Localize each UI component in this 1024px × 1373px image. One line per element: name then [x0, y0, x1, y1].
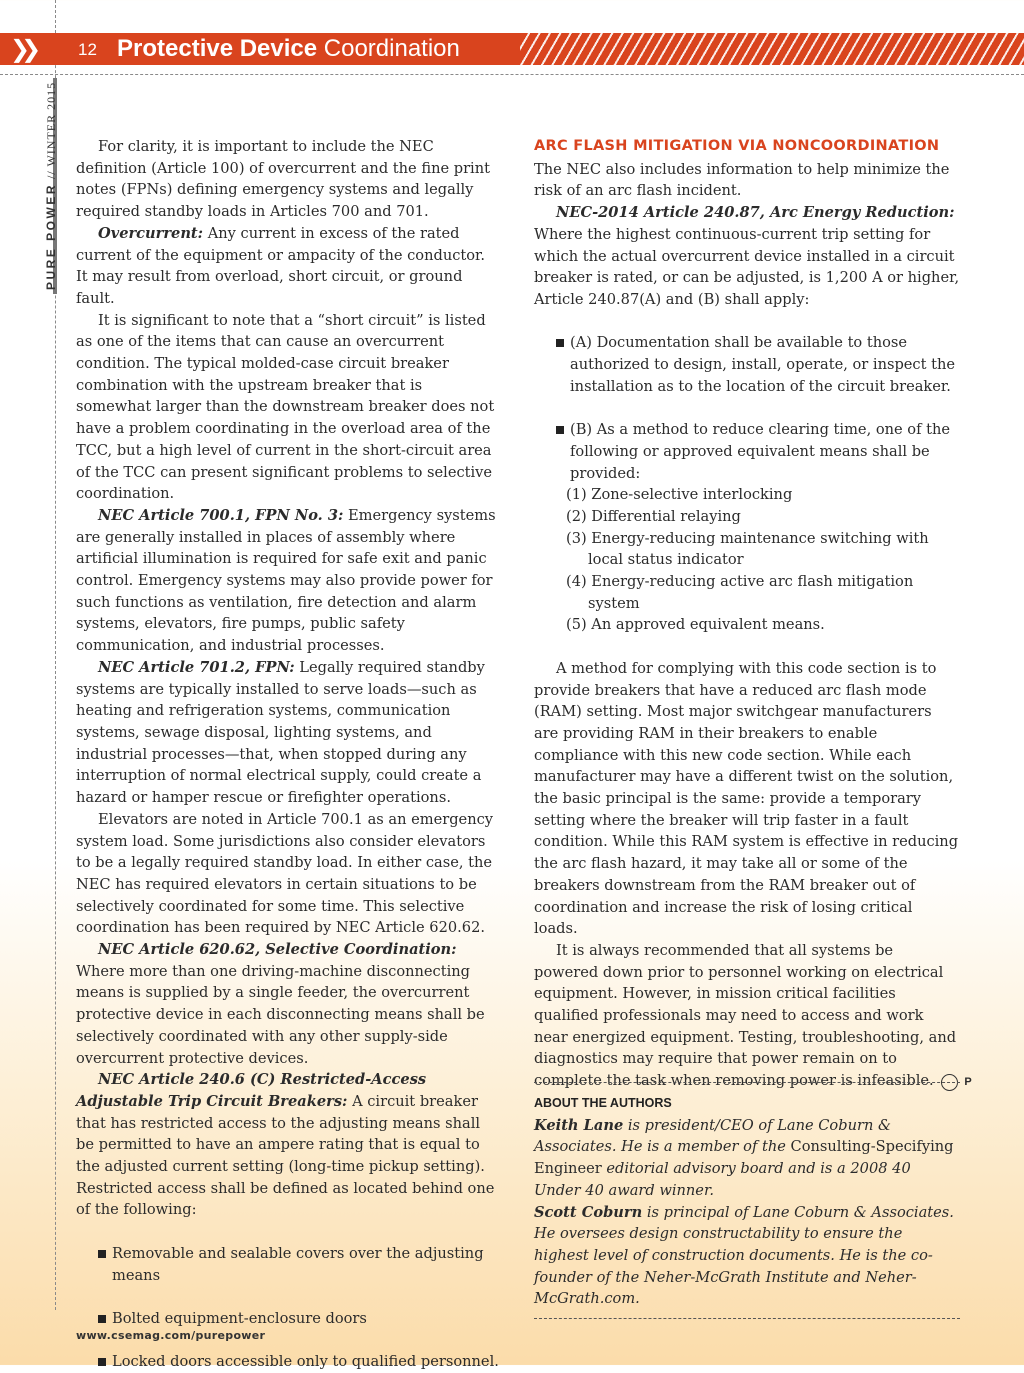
- bullet-text: (A) Documentation shall be available to those authorized to design, install, operate, or inspect the installation as to the location of the circuit breaker.: [570, 334, 956, 395]
- numbered-item: (1) Zone-selective interlocking: [566, 486, 793, 504]
- bullet-item: [534, 332, 960, 397]
- paragraph: [76, 505, 500, 657]
- paragraph-body: Emergency systems are generally installed in places of assembly where artificial illumination is required for safe exit and panic control. Emergency systems may also provide power for such functions as ventilation, fire detection and alarm systems, elevators, fire pumps, public safety communication, and industrial processes.: [76, 506, 496, 655]
- paragraph-body: Where the highest continuous-current trip setting for which the actual overcurrent device installed in a circuit breaker is rated, or can be adjusted, is 1,200 A or higher, Article 240.87(A) and (B) shall apply:: [534, 225, 960, 308]
- paragraph-body: A circuit breaker that has restricted access to the adjusting means shall be permitted to have an ampere rating that is equal to the adjusted current setting (long-time pickup setting). Restricted access shall be defined as located behind one of the following:: [76, 1092, 495, 1219]
- bullet-item: [76, 1243, 500, 1286]
- numbered-item: (4) Energy-reducing active arc flash mitigation system: [566, 573, 914, 612]
- authors-heading: ABOUT THE AUTHORS: [534, 1096, 672, 1110]
- bullet-item: [76, 1308, 500, 1330]
- bullet-square-icon: [98, 1358, 106, 1366]
- numbered-item: (5) An approved equivalent means.: [566, 616, 825, 634]
- bullet-text: Removable and sealable covers over the adjusting means: [112, 1244, 484, 1284]
- paragraph-body: Where more than one driving-machine disconnecting means is supplied by a single feeder, the overcurrent protective device in each disconnecting means shall be selectively coordinated with any other supply-side overcurrent protective devices.: [76, 962, 485, 1067]
- bullet-square-icon: [556, 339, 564, 347]
- paragraph: It is significant to note that a “short circuit” is listed as one of the items that can cause an overcurrent condition. The typical molded-case circuit breaker combination with the upstream breaker that is somewhat larger than the downstream breaker does not have a problem coordinating in the overload area of the TCC, but a high level of current in the short-circuit area of the TCC can present significant problems to selective coordination.: [76, 311, 495, 503]
- section-heading: ARC FLASH MITIGATION VIA NONCOORDINATION: [534, 138, 940, 154]
- author-name: Scott Coburn: [534, 1203, 643, 1221]
- page-header-bar: [0, 33, 1024, 65]
- paragraph-body: It is always recommended that all systems be powered down prior to personnel working on electrical equipment. However, in mission critical facilities qualified professionals may need to access and work near energized equipment. Testing, troubleshooting, and diagnostics may require that power remain on to complete the task when removing power is infeasible.: [534, 941, 957, 1090]
- paragraph-lead: NEC Article 240.6 (C) Restricted-Access Adjustable Trip Circuit Breakers:: [76, 1071, 427, 1110]
- paragraph: [534, 202, 960, 311]
- bullet-square-icon: [98, 1315, 106, 1323]
- end-mark-icon: P: [941, 1074, 958, 1091]
- left-column: [76, 136, 500, 1373]
- issue-label: WINTER 2015: [44, 81, 58, 167]
- header-hatch-pattern: [520, 33, 1024, 65]
- paragraph: Elevators are noted in Article 700.1 as an emergency system load. Some jurisdictions also consider elevators to be a legally required standby load. In either case, the NEC has required elevators in certain situations to be selectively coordinated for some time. This selective coordination has been required by NEC Article 620.62.: [76, 810, 494, 937]
- about-the-authors: [534, 1082, 960, 1319]
- bullet-text: Locked doors accessible only to qualified personnel.: [112, 1353, 499, 1371]
- paragraph: [76, 223, 500, 310]
- paragraph-lead: NEC Article 620.62, Selective Coordination:: [98, 941, 457, 959]
- paragraph-body: Legally required standby systems are typically installed to serve loads—such as heating and refrigeration systems, communication systems, sewage disposal, lighting systems, and industrial processes—that, when stopped during any interruption of normal electrical supply, could create a hazard or hamper rescue or firefighter operations.: [76, 658, 485, 807]
- author-name: Keith Lane: [534, 1116, 624, 1134]
- bullet-text: Bolted equipment-enclosure doors: [112, 1309, 367, 1327]
- double-chevron-icon: ❯❯: [10, 35, 33, 63]
- publication-ref: Consulting-Specifying Engineer: [534, 1138, 954, 1178]
- bullet-text: (B) As a method to reduce clearing time, one of the following or approved equivalent means shall be provided:: [570, 421, 951, 482]
- page-number: 12: [78, 40, 97, 59]
- publication-name: PURE POWER: [44, 182, 58, 290]
- paragraph: [76, 1069, 500, 1221]
- page-title: [117, 35, 460, 63]
- paragraph: The NEC also includes information to help minimize the risk of an arc flash incident.: [534, 160, 950, 200]
- numbered-item: (2) Differential relaying: [566, 507, 741, 525]
- author-bio-text: editorial advisory board and is a 2008 40 Under 40 award winner.: [534, 1160, 911, 1199]
- author-bio-text: is principal of Lane Coburn & Associates. He oversees design constructability to ensure the highest level of construction documents. He is the co-founder of the Neher-McGrath Institute and Neher-McGrath.com.: [534, 1203, 954, 1308]
- page-title-light: Coordination: [317, 35, 460, 62]
- right-column: [534, 136, 972, 1092]
- bullet-square-icon: [556, 426, 564, 434]
- footer-url: www.csemag.com/purepower: [76, 1329, 266, 1342]
- paragraph: [534, 940, 972, 1092]
- header-dashed-rule: [0, 74, 1024, 75]
- paragraph-lead: NEC Article 700.1, FPN No. 3:: [98, 506, 344, 524]
- bullet-item: [76, 1351, 500, 1373]
- numbered-item: (3) Energy-reducing maintenance switching with local status indicator: [566, 529, 929, 569]
- page-title-bold: Protective Device: [117, 35, 318, 62]
- author-bio-text: is president/CEO of Lane Coburn & Associates. He is a member of the: [534, 1116, 891, 1156]
- bullet-item: [534, 419, 960, 484]
- author-bio: [534, 1202, 960, 1311]
- bullet-square-icon: [98, 1250, 106, 1258]
- paragraph-lead: NEC-2014 Article 240.87, Arc Energy Reduction:: [556, 204, 955, 222]
- sidebar-label: [44, 82, 59, 290]
- paragraph-lead: Overcurrent:: [98, 224, 204, 242]
- paragraph: For clarity, it is important to include the NEC definition (Article 100) of overcurrent and the fine print notes (FPNs) defining emergency systems and legally required standby loads in Articles 700 and 701.: [76, 138, 490, 221]
- sidebar-separator: //: [44, 166, 58, 183]
- paragraph: A method for complying with this code section is to provide breakers that have a reduced arc flash mode (RAM) setting. Most major switchgear manufacturers are providing RAM in their breakers to enable compliance with this new code section. While each manufacturer may have a different twist on the solution, the basic principal is the same: provide a temporary setting where the breaker will trip faster in a fault condition. While this RAM system is effective in reducing the arc flash hazard, it may take all or some of the breakers downstream from the RAM breaker out of coordination and increase the risk of losing critical loads.: [534, 659, 959, 938]
- paragraph-body: Any current in excess of the rated current of the equipment or ampacity of the conductor. It may result from overload, short circuit, or ground fault.: [76, 224, 486, 307]
- paragraph: [76, 657, 500, 809]
- paragraph: [76, 939, 500, 1069]
- author-bio: [534, 1115, 960, 1202]
- paragraph-lead: NEC Article 701.2, FPN:: [98, 658, 295, 676]
